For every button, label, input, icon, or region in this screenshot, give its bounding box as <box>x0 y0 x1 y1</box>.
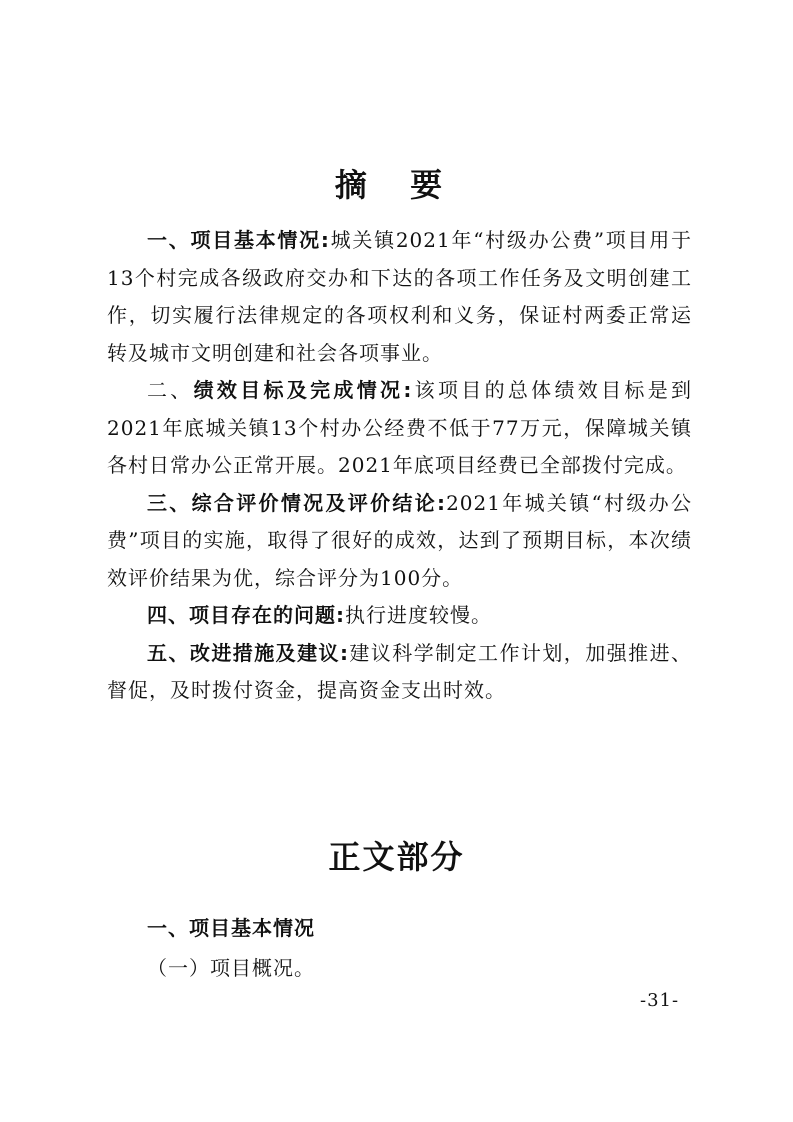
abstract-paragraph-4 <box>107 597 692 635</box>
abstract-paragraph-3 <box>107 485 692 598</box>
paragraph-text: 城关镇2021年“村级办公费”项目用于13个村完成各级政府交办和下达的各项工作任务及文明创建工作，切实履行法律规定的各项权利和义务，保证村两委正常运转及城市文明创建和社会各项事业。 <box>107 228 692 365</box>
abstract-paragraph-2 <box>107 372 692 485</box>
abstract-paragraph-5 <box>107 635 692 710</box>
paragraph-lead: 五、改进措施及建议: <box>147 640 349 665</box>
paragraph-lead: 四、项目存在的问题: <box>147 603 345 627</box>
body-section-title: 正文部分 <box>328 838 465 876</box>
section-heading: 一、项目基本情况 <box>147 916 315 940</box>
paragraph-text: 执行进度较慢。 <box>345 603 492 627</box>
paragraph-lead: 一、项目基本情况: <box>147 228 330 252</box>
abstract-paragraph-1 <box>107 222 692 372</box>
page-number: -31- <box>640 990 680 1011</box>
paragraph-lead-prefix: 二、 <box>147 378 194 402</box>
abstract-body <box>107 222 692 710</box>
paragraph-lead: 三、综合评价情况及评价结论: <box>147 490 447 515</box>
sub-heading: （一）项目概况。 <box>147 956 315 980</box>
paragraph-text: 建议科学制定工作计划，加强推进、督促，及时拨付资金，提高资金支出时效。 <box>107 640 693 702</box>
abstract-title: 摘 要 <box>334 166 459 204</box>
paragraph-lead: 绩效目标及完成情况: <box>193 378 413 402</box>
paragraph-text: 该项目的总体绩效目标是到2021年底城关镇13个村办公经费不低于77万元，保障城关镇各村日常办公正常开展。2021年底项目经费已全部拨付完成。 <box>107 378 693 477</box>
paragraph-text: 2021年城关镇“村级办公费”项目的实施，取得了很好的成效，达到了预期目标，本次绩效评价结果为优，综合评分为100分。 <box>107 490 692 590</box>
